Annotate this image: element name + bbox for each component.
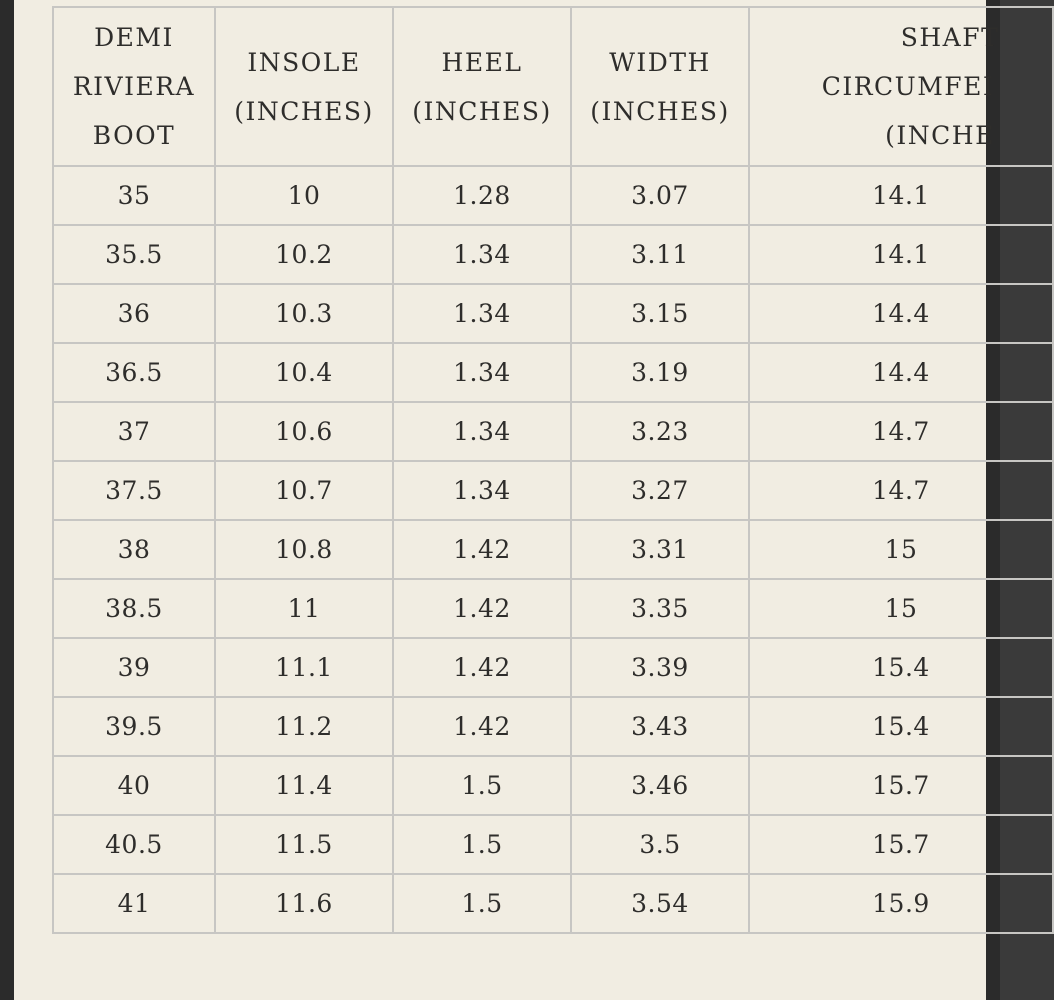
header-shaft-circumference	[749, 7, 1053, 166]
insole-cell: 10.3	[215, 284, 393, 343]
table-row	[53, 520, 1053, 579]
width-cell: 3.39	[571, 638, 749, 697]
heel-cell: 1.42	[393, 638, 571, 697]
insole-cell: 11.6	[215, 874, 393, 933]
size-cell: 35	[53, 166, 215, 225]
width-cell: 3.15	[571, 284, 749, 343]
width-cell: 3.5	[571, 815, 749, 874]
table-row	[53, 461, 1053, 520]
header-insole-line: (INCHES)	[234, 96, 374, 126]
size-cell: 38	[53, 520, 215, 579]
width-cell: 3.31	[571, 520, 749, 579]
table-row	[53, 697, 1053, 756]
size-cell: 37	[53, 402, 215, 461]
width-cell: 3.19	[571, 343, 749, 402]
table-row	[53, 166, 1053, 225]
heel-cell: 1.5	[393, 756, 571, 815]
shaft-cell: 14.1	[749, 166, 1053, 225]
size-cell: 36	[53, 284, 215, 343]
table-row	[53, 638, 1053, 697]
size-cell: 38.5	[53, 579, 215, 638]
shaft-cell: 14.4	[749, 343, 1053, 402]
insole-cell: 11.2	[215, 697, 393, 756]
shaft-cell: 15.7	[749, 815, 1053, 874]
size-chart-body	[53, 166, 1053, 933]
header-shaft-line: (INCHE	[885, 121, 995, 150]
table-row	[53, 284, 1053, 343]
heel-cell: 1.34	[393, 284, 571, 343]
insole-cell: 10.4	[215, 343, 393, 402]
header-width-line: WIDTH	[609, 47, 711, 77]
insole-cell: 10.2	[215, 225, 393, 284]
header-width-line: (INCHES)	[590, 96, 730, 126]
width-cell: 3.07	[571, 166, 749, 225]
shaft-cell: 14.4	[749, 284, 1053, 343]
insole-cell: 11.1	[215, 638, 393, 697]
heel-cell: 1.5	[393, 874, 571, 933]
heel-cell: 1.42	[393, 697, 571, 756]
size-cell: 35.5	[53, 225, 215, 284]
shaft-cell: 15.4	[749, 638, 1053, 697]
insole-cell: 11.4	[215, 756, 393, 815]
insole-cell: 10	[215, 166, 393, 225]
heel-cell: 1.42	[393, 520, 571, 579]
shaft-cell: 15.7	[749, 756, 1053, 815]
heel-cell: 1.42	[393, 579, 571, 638]
width-cell: 3.46	[571, 756, 749, 815]
heel-cell: 1.34	[393, 461, 571, 520]
header-heel-line: (INCHES)	[412, 96, 552, 126]
header-size	[53, 7, 215, 166]
size-cell: 39	[53, 638, 215, 697]
header-width	[571, 7, 749, 166]
shaft-cell: 14.1	[749, 225, 1053, 284]
insole-cell: 10.7	[215, 461, 393, 520]
shaft-cell: 14.7	[749, 402, 1053, 461]
width-cell: 3.11	[571, 225, 749, 284]
width-cell: 3.35	[571, 579, 749, 638]
size-chart-viewport	[52, 6, 1000, 962]
size-cell: 40	[53, 756, 215, 815]
insole-cell: 10.6	[215, 402, 393, 461]
shaft-cell: 15.4	[749, 697, 1053, 756]
width-cell: 3.54	[571, 874, 749, 933]
width-cell: 3.23	[571, 402, 749, 461]
width-cell: 3.27	[571, 461, 749, 520]
header-size-line: BOOT	[92, 121, 176, 150]
table-row	[53, 402, 1053, 461]
header-insole-line: INSOLE	[247, 47, 361, 77]
insole-cell: 11	[215, 579, 393, 638]
shaft-cell: 15	[749, 579, 1053, 638]
table-row	[53, 815, 1053, 874]
heel-cell: 1.28	[393, 166, 571, 225]
heel-cell: 1.34	[393, 225, 571, 284]
heel-cell: 1.5	[393, 815, 571, 874]
size-chart-table	[52, 6, 1054, 934]
left-screen-edge	[0, 0, 14, 1000]
heel-cell: 1.34	[393, 343, 571, 402]
header-shaft-line: SHAFT	[900, 23, 1000, 52]
size-cell: 41	[53, 874, 215, 933]
heel-cell: 1.34	[393, 402, 571, 461]
size-chart-paper	[14, 0, 1000, 1000]
insole-cell: 10.8	[215, 520, 393, 579]
table-row	[53, 874, 1053, 933]
size-cell: 40.5	[53, 815, 215, 874]
table-row	[53, 756, 1053, 815]
size-cell: 36.5	[53, 343, 215, 402]
header-size-line: DEMI	[94, 23, 174, 52]
insole-cell: 11.5	[215, 815, 393, 874]
size-cell: 39.5	[53, 697, 215, 756]
table-row	[53, 579, 1053, 638]
size-cell: 37.5	[53, 461, 215, 520]
shaft-cell: 14.7	[749, 461, 1053, 520]
table-row	[53, 225, 1053, 284]
width-cell: 3.43	[571, 697, 749, 756]
table-row	[53, 343, 1053, 402]
header-shaft-line: CIRCUMFEI	[821, 72, 995, 101]
header-row	[53, 7, 1053, 166]
header-insole	[215, 7, 393, 166]
shaft-cell: 15.9	[749, 874, 1053, 933]
header-size-line: RIVIERA	[72, 72, 196, 101]
shaft-cell: 15	[749, 520, 1053, 579]
header-heel-line: HEEL	[441, 47, 523, 77]
header-heel	[393, 7, 571, 166]
